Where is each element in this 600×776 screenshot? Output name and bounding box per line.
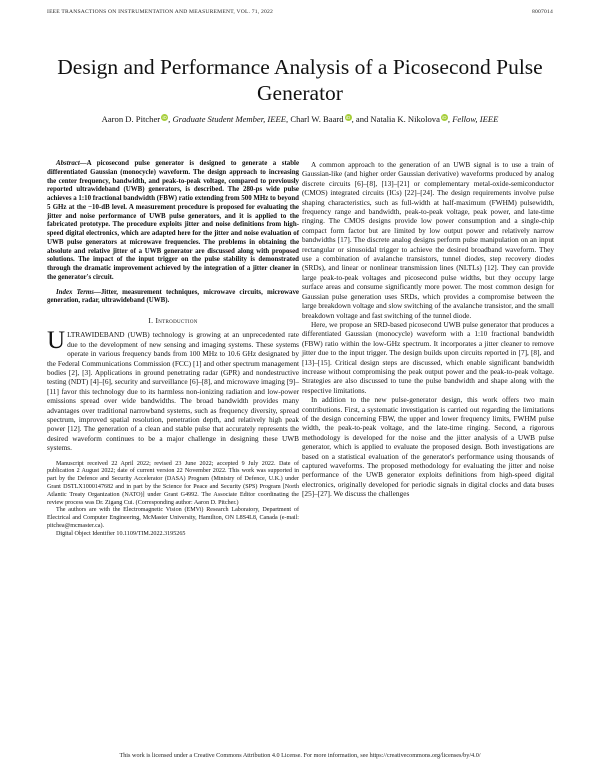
body-paragraph: In addition to the new pulse-generator design, this work offers two main contributions. First, a systematic investigation is carried out regarding the limitations of the design concerning FBW, the upper and lower frequency limits, FWHM pulse width, the peak-to-peak voltage, and the late-time ringing. Second, a rigorous methodology is developed for the noise and the jitter analysis of a UWB pulse generator, which is applied to evaluate the proposed design. Both investigations are based on a statistical evaluation of the generator's performance using thousands of captured waveforms. The proposed methodology for evaluating the jitter and noise performance of the UWB generator exploits definitions from high-speed digital electronics, originally developed for periodic signals in digital clocks and data buses [25]–[27]. We discuss the challenges	[302, 395, 554, 499]
paper-title: Design and Performance Analysis of a Picosecond Pulse Generator	[57, 55, 543, 105]
running-header	[47, 9, 553, 15]
footnote	[47, 461, 299, 539]
footnote-manuscript: Manuscript received 22 April 2022; revised 23 June 2022; accepted 9 July 2022. Date of publication 2 August 2022; date of current version 22 November 2022. This work was supported in part by the Defence and Security Accelerator (DASA) Program (Ministry of Defence, U.K.) under Grant DSTLX1000147682 and in part by the Science for Peace and Security (SPS) Program [North Atlantic Treaty Organization (NATO)] under Grant G4992. The Associate Editor coordinating the review process was Dr. Zigang Cui. (Corresponding author: Aaron D. Pitcher.)	[47, 460, 299, 506]
author-name: , Charl W. Baard	[286, 114, 344, 124]
index-terms-label: Index Terms	[56, 288, 94, 296]
body-paragraph: Here, we propose an SRD-based picosecond UWB pulse generator that produces a differentiated Gaussian (monocycle) waveform with a 1:10 fractional bandwidth (FBW) ratio within the low-GHz spectrum. It incorporates a jitter cleaner to remove jitter due to the input trigger. The design builds upon circuits reported in [7], [8], and [13]–[15]. Critical design steps are discussed, which enable significant bandwidth increase without compromising the peak output power and the peak-to-peak voltage. Strategies are also discussed to tune the pulse bandwidth and shape along with the respective limitations.	[302, 319, 554, 395]
index-terms-text: —Jitter, measurement techniques, microwave circuits, microwave generation, radar, ultrawideband (UWB).	[47, 288, 299, 305]
license-footer: This work is licensed under a Creative Commons Attribution 4.0 License. For more information, see https://creativecommons.org/licenses/by/4.0/	[119, 752, 481, 759]
author-name: , and Natalia K. Nikolova	[351, 114, 440, 124]
right-column	[302, 160, 554, 499]
orcid-icon[interactable]: iD	[345, 115, 351, 120]
section-title: Introduction	[155, 316, 198, 325]
orcid-icon[interactable]: iD	[442, 115, 447, 120]
author-line	[30, 114, 570, 124]
author-name: Aaron D. Pitcher	[101, 114, 161, 124]
index-terms	[47, 289, 299, 307]
section-heading	[47, 316, 299, 325]
article-number: 8007014	[532, 9, 553, 15]
author-role: , Graduate Student Member, IEEE	[168, 114, 287, 124]
author-role: , Fellow, IEEE	[447, 114, 499, 124]
footnote-affiliation: The authors are with the Electromagnetic Vision (EMVi) Research Laboratory, Department of Electrical and Computer Engineering, McMaster University, Hamilton, ON L8S4L8, Canada (e-mail: pitchea@mcmaster.ca).	[47, 507, 299, 530]
abstract	[47, 160, 299, 283]
abstract-text: —A picosecond pulse generator is designed to generate a stable differentiated Gaussian (monocycle) waveform. The design approach to increasing the center frequency, bandwidth, and peak-to-peak voltage, compared to previously reported ultrawideband (UWB) generators, is described. The 280-ps wide pulse achieves a 1:10 fractional bandwidth (FBW) ratio extending from 500 MHz to beyond 5 GHz at the −10-dB level. A measurement procedure is proposed for evaluating the jitter and noise performance of UWB pulse generators, and it is applied to the fabricated prototype. The procedure exploits jitter and noise definitions from high-speed digital electronics, which are adapted here for the jitter and noise evaluation of UWB pulse generators at microwave frequencies. The problems in obtaining the absolute and relative jitter of a UWB generator are discussed along with proposed solutions. The impact of the input trigger on the pulse stability is demonstrated through the dramatic improvement achieved by the integration of a jitter cleaner in the generator's circuit.	[47, 160, 299, 281]
body-paragraph: A common approach to the generation of an UWB signal is to use a train of Gaussian-like (and higher order Gaussian derivative) waveforms produced by analog discrete circuits [6]–[8], [13]–[21] or complementary metal-oxide-semiconductor (CMOS) integrated circuits (ICs) [22]–[24]. The design requirements involve pulse shaping characteristics, such as full-width at half-maximum (FWHM) pulsewidth, frequency range and bandwidth, peak-to-peak voltage, peak power, and late-time ringing. The CMOS designs provide low power consumption and a single-chip compact form factor but are limited by low output power and relatively narrow bandwidths [17]. The discrete analog designs perform pulse manipulation on an input rectangular or sinusoidal trigger to achieve the desired broadband waveform. They use a combination of avalanche transistors, tunnel diodes, step recovery diodes (SRDs), and linear or nonlinear transmission lines (NLTLs) [12]. They can provide large peak-to-peak voltages and picosecond pulse widths, but they occupy large surface areas and consume significantly more power. The most common design for Gaussian pulse generation uses SRDs, which provides a compromise between the large breakdown voltage and slow switching of the avalanche transistor, and the small breakdown voltage and fast switching of the tunnel diode.	[302, 160, 554, 320]
drop-cap: U	[47, 327, 66, 355]
journal-name: IEEE TRANSACTIONS ON INSTRUMENTATION AND MEASUREMENT, VOL. 71, 2022	[47, 9, 273, 15]
intro-text: LTRAWIDEBAND (UWB) technology is growing at an unprecedented rate due to the development of new sensing and imaging systems. These systems operate in various frequency bands from 100 MHz to 10.6 GHz designated by the Federal Communications Commission (FCC) [1] and other spectrum management bodies [2], [3]. Applications in ground penetrating radar (GPR) and nondestructive testing (NDT) [4]–[6], security and surveillance [6]–[8], and microwave imaging [9]–[11] favor this technology due to its harmless non-ionizing radiation and low-power emissions spread over wide bandwidths. The broad bandwidth provides many advantages over traditional narrowband systems, such as frequency diversity, spread spectrum, improved spatial resolution, penetration depth, and relatively high peak power [12]. The generation of a clean and stable pulse that accurately represents the desired waveform continues to be a major challenge in designing these UWB systems.	[47, 330, 299, 453]
intro-paragraph	[47, 327, 299, 453]
left-column	[47, 160, 299, 539]
footnote-doi: Digital Object Identifier 10.1109/TIM.2022.3195265	[56, 530, 186, 537]
section-number: I.	[148, 316, 156, 325]
orcid-icon[interactable]: iD	[162, 115, 167, 120]
abstract-label: Abstract	[56, 160, 80, 167]
